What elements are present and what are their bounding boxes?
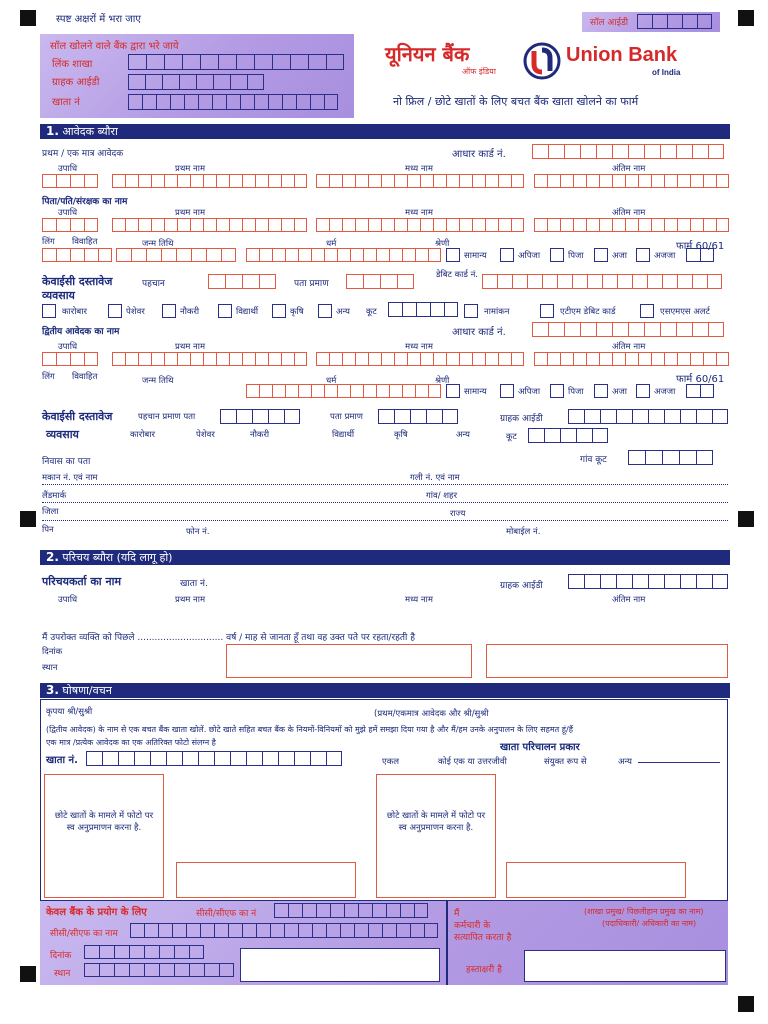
street-label: गली नं. एवं नाम	[410, 473, 460, 483]
kyc-doc-label: केवाईसी दस्तावेज	[42, 275, 113, 288]
house-label: मकान नं. एवं नाम	[42, 473, 98, 483]
cif-no-label: सीसी/सीएफ का नं	[196, 909, 257, 919]
category-general-label: सामान्य	[464, 251, 487, 261]
nomination-checkbox[interactable]	[464, 304, 478, 318]
category-bc-checkbox[interactable]	[550, 384, 564, 398]
phone-label: फोन नं.	[186, 527, 210, 537]
dob-boxes[interactable]	[116, 248, 236, 262]
account-no-boxes[interactable]	[128, 94, 338, 110]
occ-agri-label: कृषि	[394, 430, 408, 440]
title-label: उपाधि	[58, 595, 78, 605]
signatory-label: हस्ताक्षरी है	[466, 965, 502, 975]
address-proof-label: पता प्रमाण	[294, 279, 329, 289]
guardian-label: पिता/पति/संरक्षक का नाम	[42, 197, 128, 207]
signature-box-1[interactable]	[176, 862, 356, 898]
category-obc-checkbox[interactable]	[500, 384, 514, 398]
category-obc-label: अपिजा	[518, 251, 541, 261]
bank-place-label: स्थान	[54, 969, 71, 979]
bank-name-english: Union Bank	[566, 44, 678, 66]
dob-label: जन्म तिथि	[142, 376, 174, 386]
introducer-customer-id-boxes[interactable]	[568, 574, 728, 589]
form6061-label: फार्म 60/61	[676, 374, 725, 385]
verified-label: सत्यापित करता है	[454, 933, 512, 943]
gender-label: लिंग	[42, 237, 55, 247]
operation-title: खाता परिचालन प्रकार	[500, 742, 580, 753]
category-obc-checkbox[interactable]	[500, 248, 514, 262]
introducer-account-label: खाता नं.	[180, 579, 208, 589]
form6061-boxes[interactable]	[686, 248, 714, 262]
gender-boxes[interactable]	[42, 248, 112, 262]
occ-student-label: विद्यार्थी	[332, 430, 355, 440]
address-proof-boxes[interactable]	[346, 274, 414, 289]
occupation-label: व्यवसाय	[46, 428, 79, 441]
bank-sub-hindi: ऑफ इंडिया	[462, 67, 496, 76]
category-label: श्रेणी	[435, 376, 450, 386]
address-proof-label: पता प्रमाण	[330, 412, 363, 422]
village-code-boxes[interactable]	[628, 450, 713, 465]
customer-id-boxes[interactable]	[128, 74, 264, 90]
landmark-label: लैंडमार्क	[42, 491, 67, 501]
category-bc-label: पिजा	[568, 387, 584, 397]
first-only-label: (प्रथम/एकमात्र आवेदक और श्री/सुश्री	[374, 709, 489, 719]
identity-boxes[interactable]	[208, 274, 276, 289]
registration-mark	[738, 511, 754, 527]
last-name-label: अंतिम नाम	[612, 595, 646, 605]
marital-label: विवाहित	[72, 237, 98, 247]
occ-other-label: अन्य	[456, 430, 470, 440]
last-name-label: अंतिम नाम	[612, 208, 646, 218]
form6061-boxes[interactable]	[686, 384, 714, 398]
occ-service-checkbox[interactable]	[162, 304, 176, 318]
link-branch-boxes[interactable]	[128, 54, 344, 70]
middle-name-label: मध्य नाम	[405, 595, 433, 605]
bank-place-boxes[interactable]	[84, 963, 234, 977]
introducer-declaration: मैं उपरोक्त व्यक्ति को पिछले .............................. वर्ष / माह से जानता हूँ तथा वह उक्त पते पर रहता/रहती है	[42, 633, 416, 643]
title-boxes[interactable]	[42, 218, 98, 232]
bank-use-note: सॉल खोलने वाले बैंक द्वारा भरे जाये	[50, 41, 179, 52]
religion-label: धर्म	[326, 239, 337, 249]
category-label: श्रेणी	[435, 239, 450, 249]
sol-id-label: सॉल आईडी	[590, 18, 629, 28]
district-label: जिला	[42, 507, 59, 517]
atm-card-checkbox[interactable]	[540, 304, 554, 318]
section-2-bar: 2. परिचय ब्यौरा (यदि लागू हो)	[40, 550, 730, 565]
title-label: उपाधि	[58, 208, 78, 218]
occ-other-label: अन्य	[336, 307, 350, 317]
dob-label: जन्म तिथि	[142, 239, 174, 249]
form-title: नो फ्रिल / छोटे खातों के लिए बचत बैंक खाता खोलने का फार्म	[393, 95, 639, 108]
category-st-label: अजजा	[654, 251, 676, 261]
residence-address-label: निवास का पता	[42, 457, 91, 467]
bank-date-boxes[interactable]	[84, 945, 204, 959]
category-bc-checkbox[interactable]	[550, 248, 564, 262]
introducer-customer-id-label: ग्राहक आईडी	[500, 581, 543, 591]
occ-professional-checkbox[interactable]	[108, 304, 122, 318]
bank-date-label: दिनांक	[50, 951, 72, 961]
form6061-label: फार्म 60/61	[676, 241, 725, 252]
photo-box-1[interactable]	[44, 774, 164, 898]
identity-label: पहचान	[142, 279, 165, 289]
date-label: दिनांक	[42, 647, 63, 657]
cif-no-boxes[interactable]	[274, 903, 428, 918]
customer-id-label: ग्राहक आईडी	[52, 77, 100, 88]
middle-name-label: मध्य नाम	[405, 164, 433, 174]
section-1-bar: 1. आवेदक ब्यौरा	[40, 124, 730, 139]
first-name-label: प्रथम नाम	[175, 342, 206, 352]
registration-mark	[20, 10, 36, 26]
middle-name-boxes[interactable]	[316, 218, 524, 232]
category-sc-label: अजा	[612, 251, 628, 261]
officer-signature-box[interactable]	[524, 950, 726, 982]
category-sc-label: अजा	[612, 387, 628, 397]
photo-note-1: छोटे खातों के मामले में फोटो पर स्व अनुप्रमाणन करना है.	[54, 811, 154, 833]
bank-use-divider	[446, 901, 448, 985]
category-st-checkbox[interactable]	[636, 384, 650, 398]
atm-card-label: एटीएम डेबिट कार्ड	[560, 307, 616, 317]
link-branch-label: लिंक शाखा	[52, 59, 93, 70]
bank-sub-english: of India	[652, 68, 681, 77]
category-general-checkbox[interactable]	[446, 384, 460, 398]
occ-agri-label: कृषि	[290, 307, 304, 317]
mr-label: मैं	[454, 909, 460, 919]
registration-mark	[20, 966, 36, 982]
registration-mark	[738, 10, 754, 26]
op-other-label: अन्य	[618, 757, 632, 767]
address-proof-boxes[interactable]	[378, 409, 458, 424]
first-name-boxes[interactable]	[112, 352, 307, 366]
title-boxes[interactable]	[42, 174, 98, 188]
introducer-signature-box[interactable]	[226, 644, 472, 678]
title-label: उपाधि	[58, 342, 78, 352]
op-either-label: कोई एक या उत्तरजीवी	[438, 757, 507, 767]
occupation-label: व्यवसाय	[42, 289, 75, 302]
separator	[42, 520, 728, 521]
code-label: कूट	[366, 307, 377, 317]
first-name-label: प्रथम नाम	[175, 208, 206, 218]
customer-id-label: ग्राहक आईडी	[500, 414, 543, 424]
separator	[42, 484, 728, 485]
kyc-doc-detail: पहचान प्रमाण पता	[138, 412, 196, 422]
mobile-label: मोबाईल नं.	[506, 527, 541, 537]
category-obc-label: अपिजा	[518, 387, 541, 397]
first-name-boxes[interactable]	[112, 174, 307, 188]
middle-name-boxes[interactable]	[316, 352, 524, 366]
occ-service-label: नौकरी	[180, 307, 200, 317]
category-st-label: अजजा	[654, 387, 676, 397]
declaration-para2: एक मात्र /प्रत्येक आवेदक का एक अतिरिक्त फोटो संलग्न है	[46, 738, 216, 747]
cif-name-label: सीसी/सीएफ का नाम	[50, 929, 118, 939]
middle-name-label: मध्य नाम	[405, 342, 433, 352]
bank-signature-box[interactable]	[240, 948, 440, 982]
registration-mark	[20, 511, 36, 527]
sms-alert-label: एसएमएस अलर्ट	[660, 307, 710, 317]
first-name-boxes[interactable]	[112, 218, 307, 232]
village-city-label: गांव/ शहर	[426, 491, 458, 501]
fill-instruction: स्पष्ट अक्षरों में भरा जाए	[56, 14, 141, 25]
religion-boxes[interactable]	[246, 384, 441, 398]
occ-artisan-checkbox[interactable]	[42, 304, 56, 318]
last-name-boxes[interactable]	[534, 352, 729, 366]
category-sc-checkbox[interactable]	[594, 384, 608, 398]
debit-card-label: डेबिट कार्ड नं.	[436, 270, 478, 280]
aadhaar-label: आधार कार्ड नं.	[452, 149, 506, 160]
union-bank-logo-icon	[523, 42, 561, 80]
category-bc-label: पिजा	[568, 251, 584, 261]
code-boxes[interactable]	[528, 428, 608, 443]
debit-card-boxes[interactable]	[482, 274, 722, 289]
code-label: कूट	[506, 432, 517, 442]
sms-alert-checkbox[interactable]	[640, 304, 654, 318]
second-applicant-label: द्वितीय आवेदक का नाम	[42, 327, 120, 337]
bank-use-title: केवल बैंक के प्रयोग के लिए	[46, 907, 147, 918]
category-st-checkbox[interactable]	[636, 248, 650, 262]
cif-name-boxes[interactable]	[130, 923, 438, 938]
registration-mark	[738, 996, 754, 1012]
aadhaar-label: आधार कार्ड नं.	[452, 327, 506, 338]
op-joint-label: संयुक्त रूप से	[544, 757, 587, 767]
place-label: स्थान	[42, 663, 58, 673]
occ-student-checkbox[interactable]	[218, 304, 232, 318]
bank-name-hindi: यूनियन बैंक	[385, 42, 470, 66]
op-other-line	[638, 762, 720, 763]
photo-box-2[interactable]	[376, 774, 496, 898]
aadhaar-boxes[interactable]	[532, 322, 724, 337]
officer-label: कर्मचारी के	[454, 921, 491, 931]
occ-student-label: विद्यार्थी	[236, 307, 259, 317]
marital-label: विवाहित	[72, 372, 98, 382]
section-3-bar: 3. घोषणा/वचन	[40, 683, 730, 698]
first-name-label: प्रथम नाम	[175, 595, 206, 605]
last-name-label: अंतिम नाम	[612, 342, 646, 352]
occ-other-checkbox[interactable]	[318, 304, 332, 318]
occ-artisan-label: कारोबार	[62, 307, 87, 317]
officer-name-label: (पदाधिकारी/ अधिकारी का नाम)	[602, 919, 697, 928]
occ-artisan-label: कारोबार	[130, 430, 155, 440]
signature-box-2[interactable]	[506, 862, 686, 898]
introducer-details-box[interactable]	[486, 644, 728, 678]
please-label: कृपया श्री/सुश्री	[46, 707, 93, 717]
first-applicant-label: प्रथम / एक मात्र आवेदक	[42, 149, 124, 159]
customer-id-boxes[interactable]	[568, 409, 728, 424]
nomination-label: नामांकन	[484, 307, 510, 317]
category-general-checkbox[interactable]	[446, 248, 460, 262]
occ-professional-label: पेशेवर	[126, 307, 145, 317]
village-code-label: गांव कूट	[580, 455, 607, 465]
middle-name-label: मध्य नाम	[405, 208, 433, 218]
title-label: उपाधि	[58, 164, 78, 174]
op-single-label: एकल	[382, 757, 399, 767]
account-no-label: खाता नं	[52, 97, 80, 108]
last-name-label: अंतिम नाम	[612, 164, 646, 174]
first-name-label: प्रथम नाम	[175, 164, 206, 174]
introducer-name-label: परिचयकर्ता का नाम	[42, 575, 122, 588]
last-name-boxes[interactable]	[534, 218, 729, 232]
declaration-para1: (द्वितीय आवेदक) के नाम से एक बचत बैंक खाता खोलें. छोटे खाते सहित बचत बैंक के नियमों-विनियमों को मुझे हमें समझा दिया गया है और मैं/हम उनके अनुपालन के लिए सहमत हूं/हैं	[46, 725, 573, 734]
middle-name-boxes[interactable]	[316, 174, 524, 188]
category-sc-checkbox[interactable]	[594, 248, 608, 262]
occ-service-label: नौकरी	[250, 430, 270, 440]
account-no-boxes[interactable]	[86, 751, 342, 766]
photo-note-2: छोटे खातों के मामले में फोटो पर स्व अनुप्रमाणन करना है.	[386, 811, 486, 833]
separator	[42, 502, 728, 503]
religion-label: धर्म	[326, 376, 337, 386]
sol-id-boxes[interactable]	[637, 14, 712, 29]
category-general-label: सामान्य	[464, 387, 487, 397]
title-boxes[interactable]	[42, 352, 98, 366]
occ-professional-label: पेशेवर	[196, 430, 215, 440]
identity-boxes[interactable]	[220, 409, 300, 424]
branch-head-label: (शाखा प्रमुख/ पिछलीहान प्रमुख का नाम)	[584, 907, 704, 916]
religion-boxes[interactable]	[246, 248, 441, 262]
account-no-label: खाता नं.	[46, 755, 78, 766]
code-boxes[interactable]	[388, 302, 458, 317]
gender-label: लिंग	[42, 372, 55, 382]
state-label: राज्य	[450, 509, 466, 519]
last-name-boxes[interactable]	[534, 174, 729, 188]
occ-agri-checkbox[interactable]	[272, 304, 286, 318]
kyc-doc-label: केवाईसी दस्तावेज	[42, 410, 113, 423]
aadhaar-boxes[interactable]	[532, 144, 724, 159]
pin-label: पिन	[42, 525, 54, 535]
